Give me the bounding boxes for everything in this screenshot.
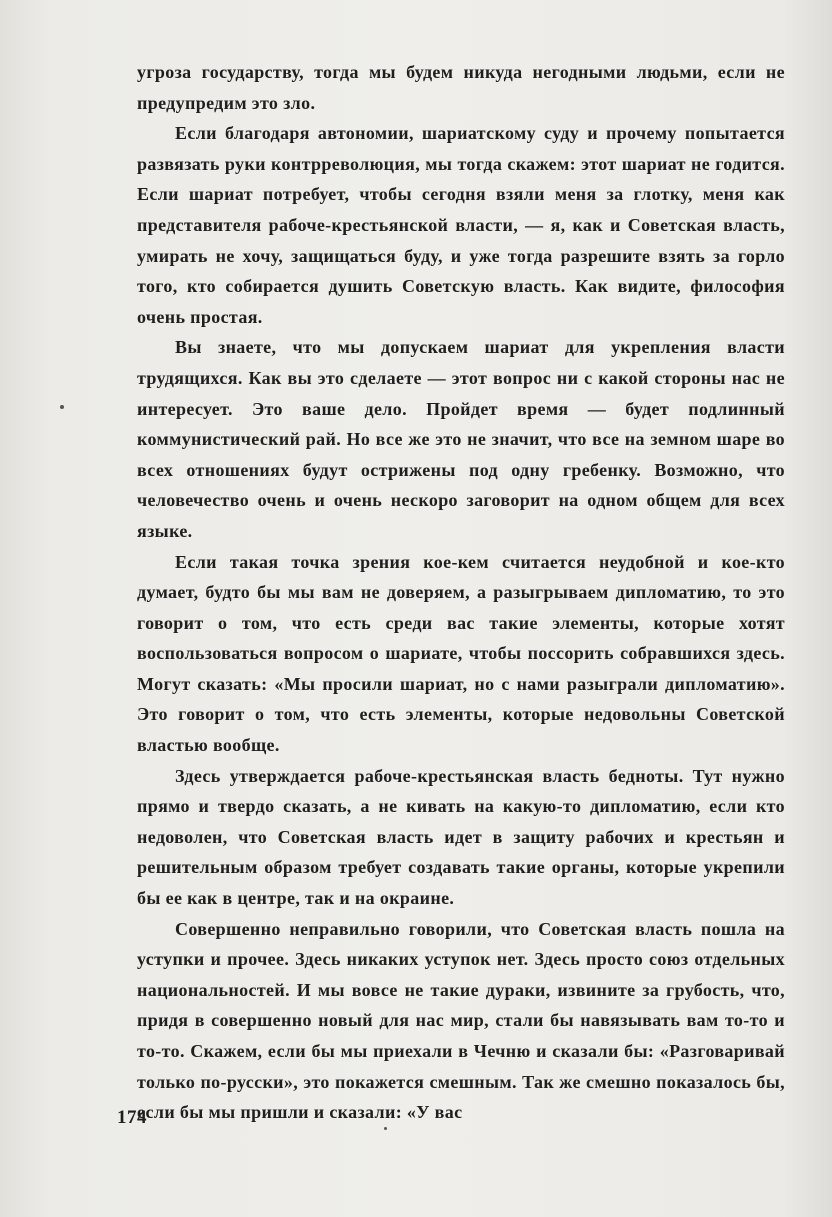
ink-speck <box>384 1127 387 1130</box>
paragraph-4: Если такая точка зрения кое-кем считается неудобной и кое-кто думает, будто бы мы вам не доверяем, а разыгрываем дипломатию, то это говорит о том, что есть среди вас такие элементы, которые хотят воспользоваться вопросом о шариате, чтобы поссорить собравшихся здесь. Могут сказать: «Мы просили шариат, но с нами разыграли дипломатию». Это говорит о том, что есть элементы, которые недовольны Советской властью вообще. <box>137 551 785 756</box>
page-number: 174 <box>117 1107 147 1128</box>
paragraph-2: Если благодаря автономии, шариатскому суду и прочему попытается развязать руки контрреволюция, мы тогда скажем: этот шариат не годится. Если шариат потребует, чтобы сегодня взяли меня за глотку, меня как представителя рабоче-крестьянской власти, — я, как и Советская власть, умирать не хочу, защищаться буду, и уже тогда разрешите взять за горло того, кто собирается душить Советскую власть. Как видите, философия очень простая. <box>137 123 785 327</box>
paragraph-3: Вы знаете, что мы допускаем шариат для укрепления власти трудящихся. Как вы это сделаете — этот вопрос ни с какой стороны нас не интересует. Это ваше дело. Пройдет время — будет подлинный коммунистический рай. Но все же это не значит, что все на земном шаре во всех отношениях будут острижены под одну гребенку. Возможно, что человечество очень и очень нескоро заговорит на одном общем для всех языке. <box>137 337 785 541</box>
ink-speck <box>60 405 64 409</box>
body-text <box>137 57 785 1128</box>
paragraph-1: угроза государству, тогда мы будем никуда негодными людьми, если не предупредим это зло. <box>137 62 785 113</box>
paragraph-6: Совершенно неправильно говорили, что Советская власть пошла на уступки и прочее. Здесь никаких уступок нет. Здесь просто союз отдельных национальностей. И мы вовсе не такие дураки, извините за грубость, что, придя в совершенно новый для нас мир, стали бы навязывать вам то-то и то-то. Скажем, если бы мы приехали в Чечню и сказали бы: «Разговаривай только по-русски», это покажется смешным. Так же смешно показалось бы, если бы мы пришли и сказали: «У вас <box>137 918 785 1123</box>
paragraph-5: Здесь утверждается рабоче-крестьянская власть бедноты. Тут нужно прямо и твердо сказать, а не кивать на какую-то дипломатию, если кто недоволен, что Советская власть идет в защиту рабочих и крестьян и решительным образом требует создавать такие органы, которые укрепили бы ее как в центре, так и на окраине. <box>137 765 785 909</box>
